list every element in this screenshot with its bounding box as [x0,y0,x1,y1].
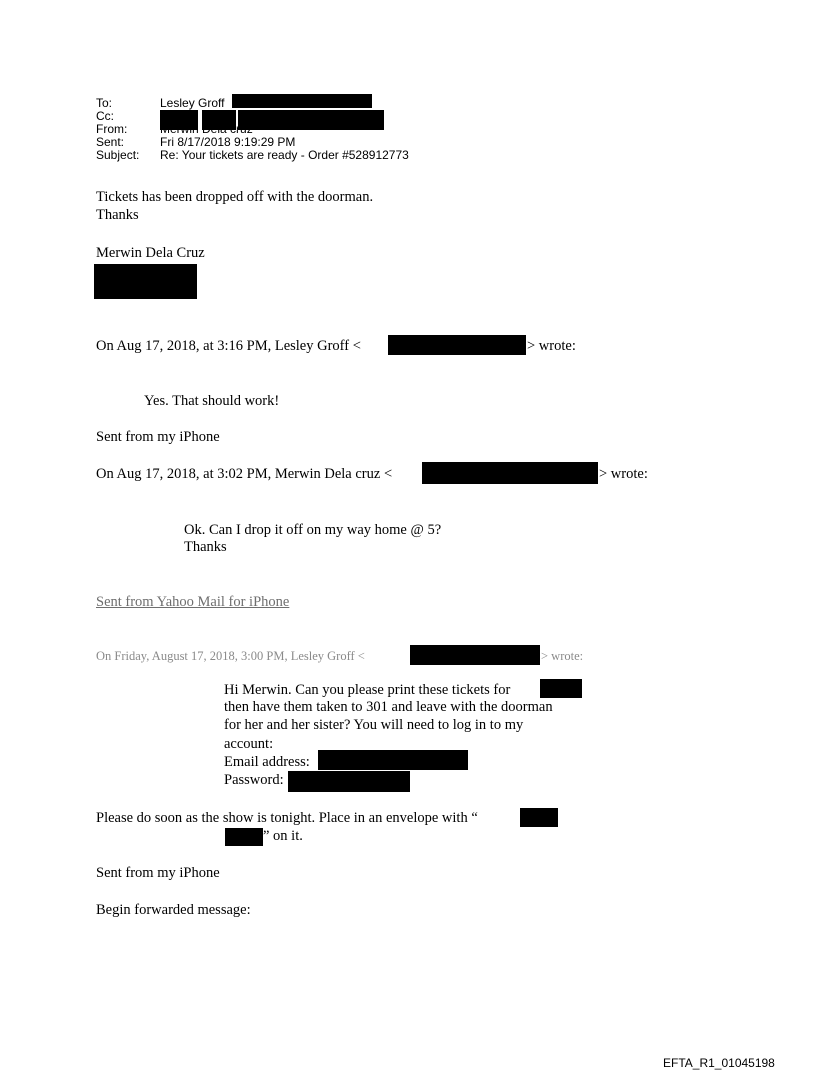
quote-header-3: On Friday, August 17, 2018, 3:00 PM, Lesley Groff < [96,649,365,663]
quote-header-1-end: > wrote: [527,338,576,354]
yahoo-mail-link[interactable]: Sent from Yahoo Mail for iPhone [96,594,290,610]
redaction-cc-3 [238,110,384,130]
message-line-2: then have them taken to 301 and leave with the doorman [224,699,553,715]
from-value: Merwin Dela cruz [160,122,253,136]
quote-header-1: On Aug 17, 2018, at 3:16 PM, Lesley Groff < [96,338,361,354]
message-line-3: for her and her sister? You will need to log in to my [224,717,524,733]
password-label: Password: [224,772,284,788]
begin-forwarded: Begin forwarded message: [96,902,251,918]
reply-1: Yes. That should work! [144,393,280,409]
quote-header-3-end: > wrote: [541,649,584,663]
redaction-signature [94,264,197,299]
message-line-1: Hi Merwin. Can you please print these tickets for [224,682,511,698]
redaction-message-name [540,679,582,698]
redaction-quote-1-email [388,335,526,355]
quote-header-2-end: > wrote: [599,466,648,482]
subject-label: Subject: [96,148,140,162]
reply-2-line-1: Ok. Can I drop it off on my way home @ 5? [184,522,442,538]
quote-header-2: On Aug 17, 2018, at 3:02 PM, Merwin Dela cruz < [96,466,393,482]
signature-name: Merwin Dela Cruz [96,245,205,261]
to-value: Lesley Groff [160,96,225,110]
redaction-email-address [318,750,468,770]
document-id: EFTA_R1_01045198 [663,1056,775,1070]
subject-value: Re: Your tickets are ready - Order #528912773 [160,148,409,162]
from-label: From: [96,122,128,136]
sent-from-iphone-2: Sent from my iPhone [96,865,220,881]
email-address-label: Email address: [224,754,310,770]
redaction-password [288,771,410,792]
please-line-2: ” on it. [263,828,303,844]
redaction-envelope-name-1 [520,808,558,827]
redaction-envelope-name-2 [225,828,263,846]
sent-label: Sent: [96,135,125,149]
body-line-2: Thanks [96,207,139,223]
message-line-4: account: [224,736,274,752]
body-line-1: Tickets has been dropped off with the doorman. [96,189,374,205]
sent-value: Fri 8/17/2018 9:19:29 PM [160,135,296,149]
please-line-1: Please do soon as the show is tonight. Place in an envelope with “ [96,810,478,826]
redaction-to-email [232,94,372,108]
to-label: To: [96,96,113,110]
redaction-quote-2-email [422,462,598,484]
sent-from-iphone-1: Sent from my iPhone [96,429,220,445]
redaction-quote-3-email [410,645,540,665]
reply-2-line-2: Thanks [184,539,227,555]
cc-label: Cc: [96,109,114,123]
